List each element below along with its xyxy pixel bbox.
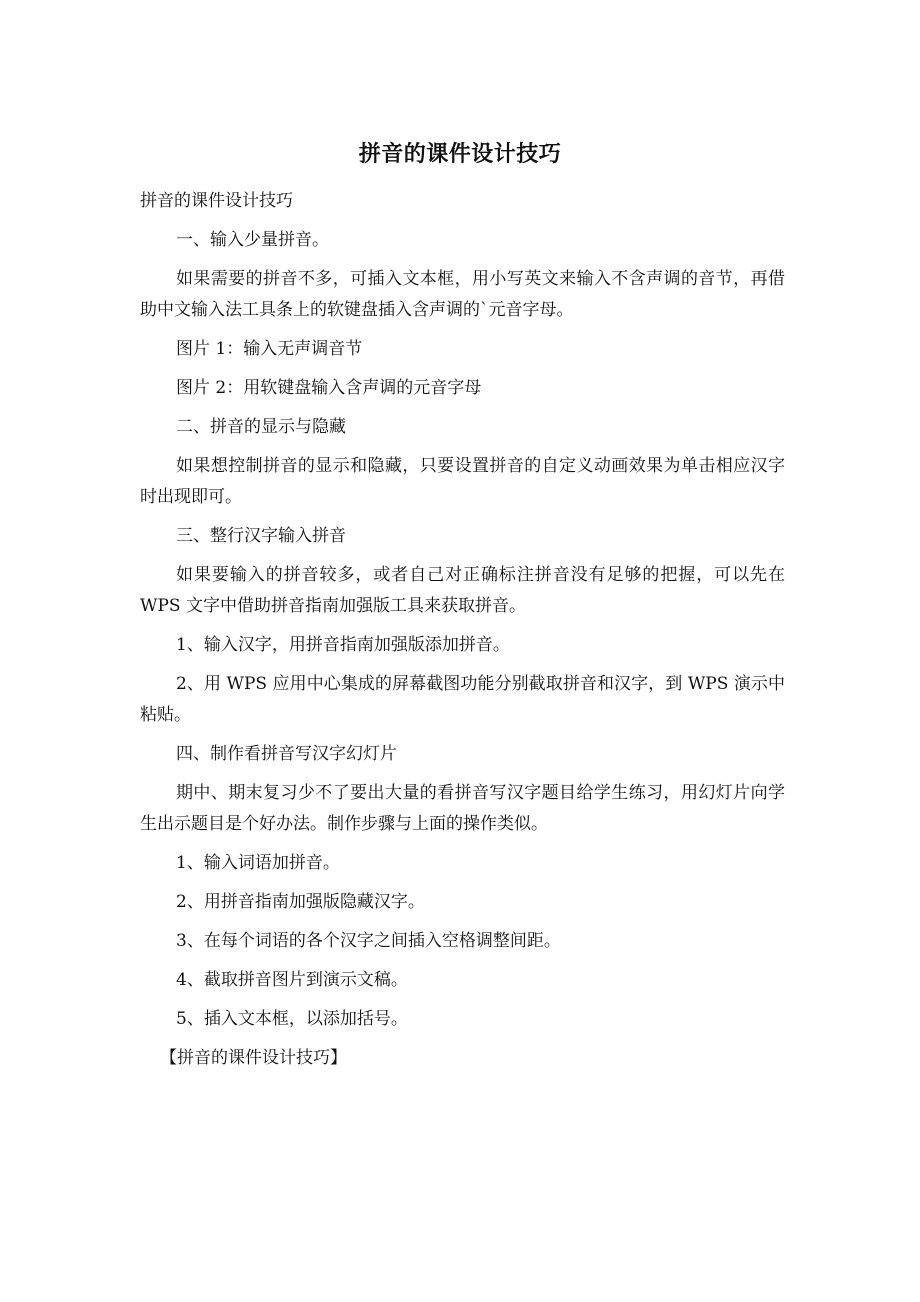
section-heading-4: 四、制作看拼音写汉字幻灯片 [176, 744, 397, 764]
step-item-4: 2、用拼音指南加强版隐藏汉字。 [176, 892, 425, 912]
document-title: 拼音的课件设计技巧 [358, 142, 562, 167]
step-item-3: 1、输入词语加拼音。 [176, 853, 340, 873]
figure-caption-1: 图片 1：输入无声调音节 [176, 339, 363, 359]
step-item-6: 4、截取拼音图片到演示文稿。 [176, 970, 408, 990]
paragraph-1: 如果需要的拼音不多，可插入文本框，用小写英文来输入不含声调的音节，再借助中文输入法工具条上的软键盘插入含声调的`元音字母。 [140, 269, 785, 320]
paragraph-3: 如果要输入的拼音较多，或者自己对正确标注拼音没有足够的把握，可以先在 WPS 文字中借助拼音指南加强版工具来获取拼音。 [140, 565, 785, 616]
step-item-1: 1、输入汉字，用拼音指南加强版添加拼音。 [176, 635, 510, 655]
step-item-2: 2、用 WPS 应用中心集成的屏幕截图功能分别截取拼音和汉字，到 WPS 演示中粘贴。 [140, 674, 785, 725]
section-heading-2: 二、拼音的显示与隐藏 [176, 417, 346, 437]
section-heading-3: 三、整行汉字输入拼音 [176, 526, 346, 546]
paragraph-4: 期中、期末复习少不了要出大量的看拼音写汉字题目给学生练习，用幻灯片向学生出示题目是个好办法。制作步骤与上面的操作类似。 [140, 783, 785, 834]
paragraph-2: 如果想控制拼音的显示和隐藏，只要设置拼音的自定义动画效果为单击相应汉字时出现即可。 [140, 456, 785, 507]
section-heading-1: 一、输入少量拼音。 [176, 230, 329, 250]
figure-caption-2: 图片 2：用软键盘输入含声调的元音字母 [176, 378, 482, 398]
document-subtitle: 拼音的课件设计技巧 [140, 191, 293, 211]
document-body [140, 186, 785, 1074]
step-item-5: 3、在每个词语的各个汉字之间插入空格调整间距。 [176, 931, 561, 951]
footer-tag: 【拼音的课件设计技巧】 [160, 1048, 347, 1068]
step-item-7: 5、插入文本框，以添加括号。 [176, 1009, 408, 1029]
